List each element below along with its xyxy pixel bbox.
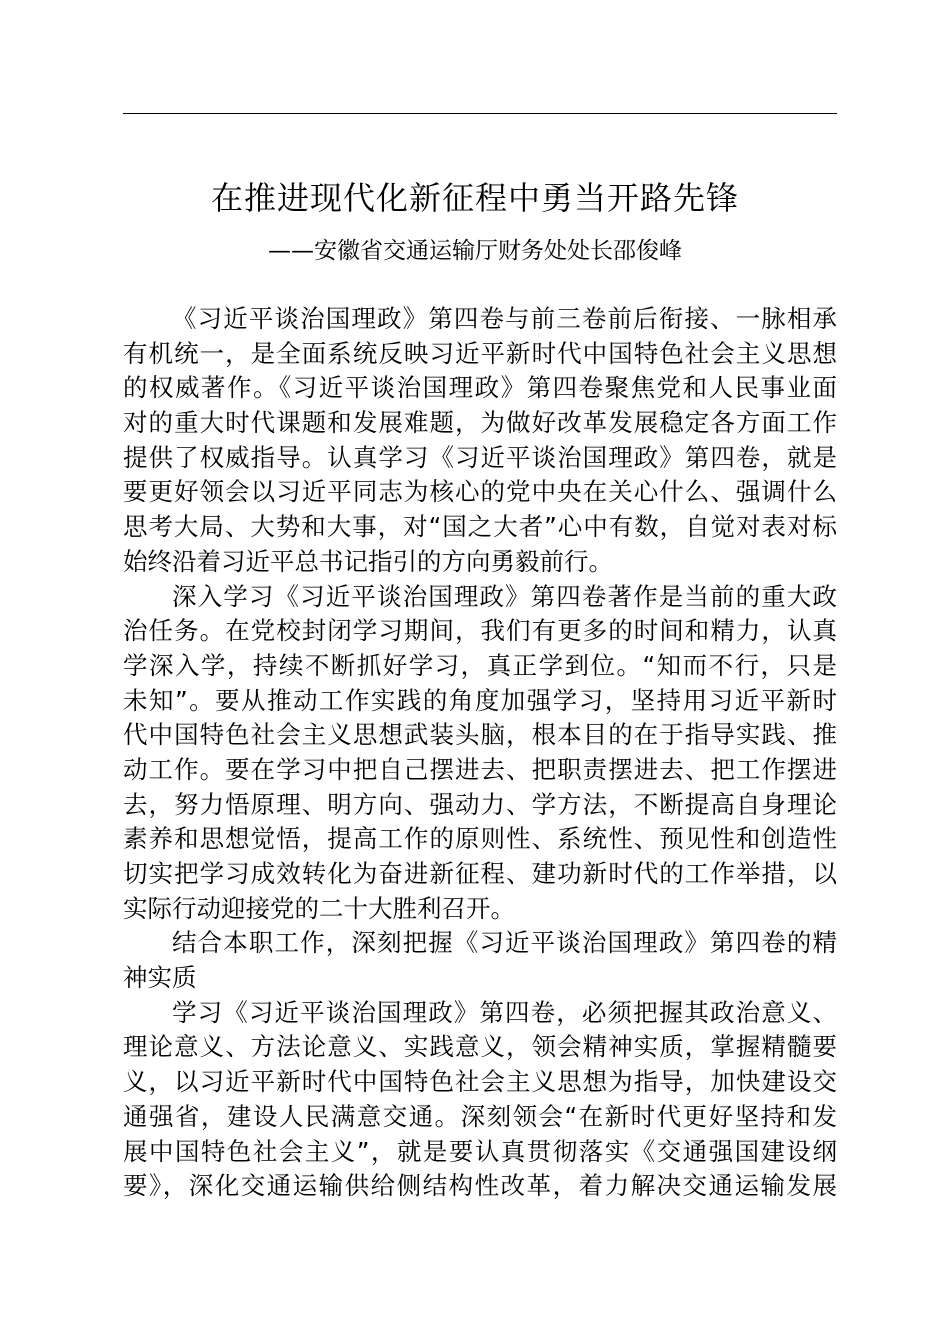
text-line: 《习近平谈治国理政》第四卷与前三卷前后衔接、一脉相承 [172, 304, 837, 333]
text-line: 治任务。在党校封闭学习期间，我们有更多的时间和精力，认真 [123, 616, 837, 646]
text-line: 素养和思想觉悟，提高工作的原则性、系统性、预见性和创造性 [123, 824, 837, 854]
text-line: 深入学习《习近平谈治国理政》第四卷著作是当前的重大政 [172, 581, 837, 611]
text-line: 要更好领会以习近平同志为核心的党中央在关心什么、强调什么 [123, 477, 837, 507]
text-line: 理论意义、方法论意义、实践意义，领会精神实质，掌握精髓要 [123, 1032, 837, 1062]
text-line: 思考大局、大势和大事，对“国之大者”心中有数，自觉对表对标 [123, 512, 837, 542]
section-heading-line: 结合本职工作，深刻把握《习近平谈治国理政》第四卷的精 [172, 928, 837, 958]
text-line: 义，以习近平新时代中国特色社会主义思想为指导，加快建设交 [123, 1067, 837, 1097]
text-line: 未知”。要从推动工作实践的角度加强学习，坚持用习近平新时 [123, 685, 837, 715]
text-line: 的权威著作。《习近平谈治国理政》第四卷聚焦党和人民事业面 [123, 373, 837, 403]
text-line: 去，努力悟原理、明方向、强动力、学方法，不断提高自身理论 [123, 789, 837, 819]
text-line: 要》，深化交通运输供给侧结构性改革，着力解决交通运输发展 [123, 1171, 837, 1201]
header-rule [123, 113, 837, 114]
text-line: 提供了权威指导。认真学习《习近平谈治国理政》第四卷，就是 [123, 442, 837, 472]
section-heading-line: 神实质 [123, 963, 197, 993]
article-body [123, 302, 837, 1204]
text-line: 学习《习近平谈治国理政》第四卷，必须把握其政治意义、 [172, 997, 837, 1027]
text-line: 始终沿着习近平总书记指引的方向勇毅前行。 [123, 546, 613, 576]
text-line: 切实把学习成效转化为奋进新征程、建功新时代的工作举措，以 [123, 859, 837, 888]
text-line: 学深入学，持续不断抓好学习，真正学到位。“知而不行，只是 [123, 650, 837, 680]
text-line: 对的重大时代课题和发展难题，为做好改革发展稳定各方面工作 [123, 408, 837, 438]
text-line: 有机统一，是全面系统反映习近平新时代中国特色社会主义思想 [123, 338, 837, 368]
article-title: 在推进现代化新征程中勇当开路先锋 [210, 179, 739, 217]
text-line: 通强省，建设人民满意交通。深刻领会“在新时代更好坚持和发 [123, 1101, 837, 1131]
text-line: 代中国特色社会主义思想武装头脑，根本目的在于指导实践、推 [123, 720, 837, 750]
text-line: 展中国特色社会主义”，就是要认真贯彻落实《交通强国建设纲 [123, 1136, 837, 1166]
article-subtitle: ——安徽省交通运输厅财务处处长邵俊峰 [268, 238, 682, 264]
text-line: 实际行动迎接党的二十大胜利召开。 [123, 893, 515, 923]
text-line: 动工作。要在学习中把自己摆进去、把职责摆进去、把工作摆进 [123, 754, 837, 784]
